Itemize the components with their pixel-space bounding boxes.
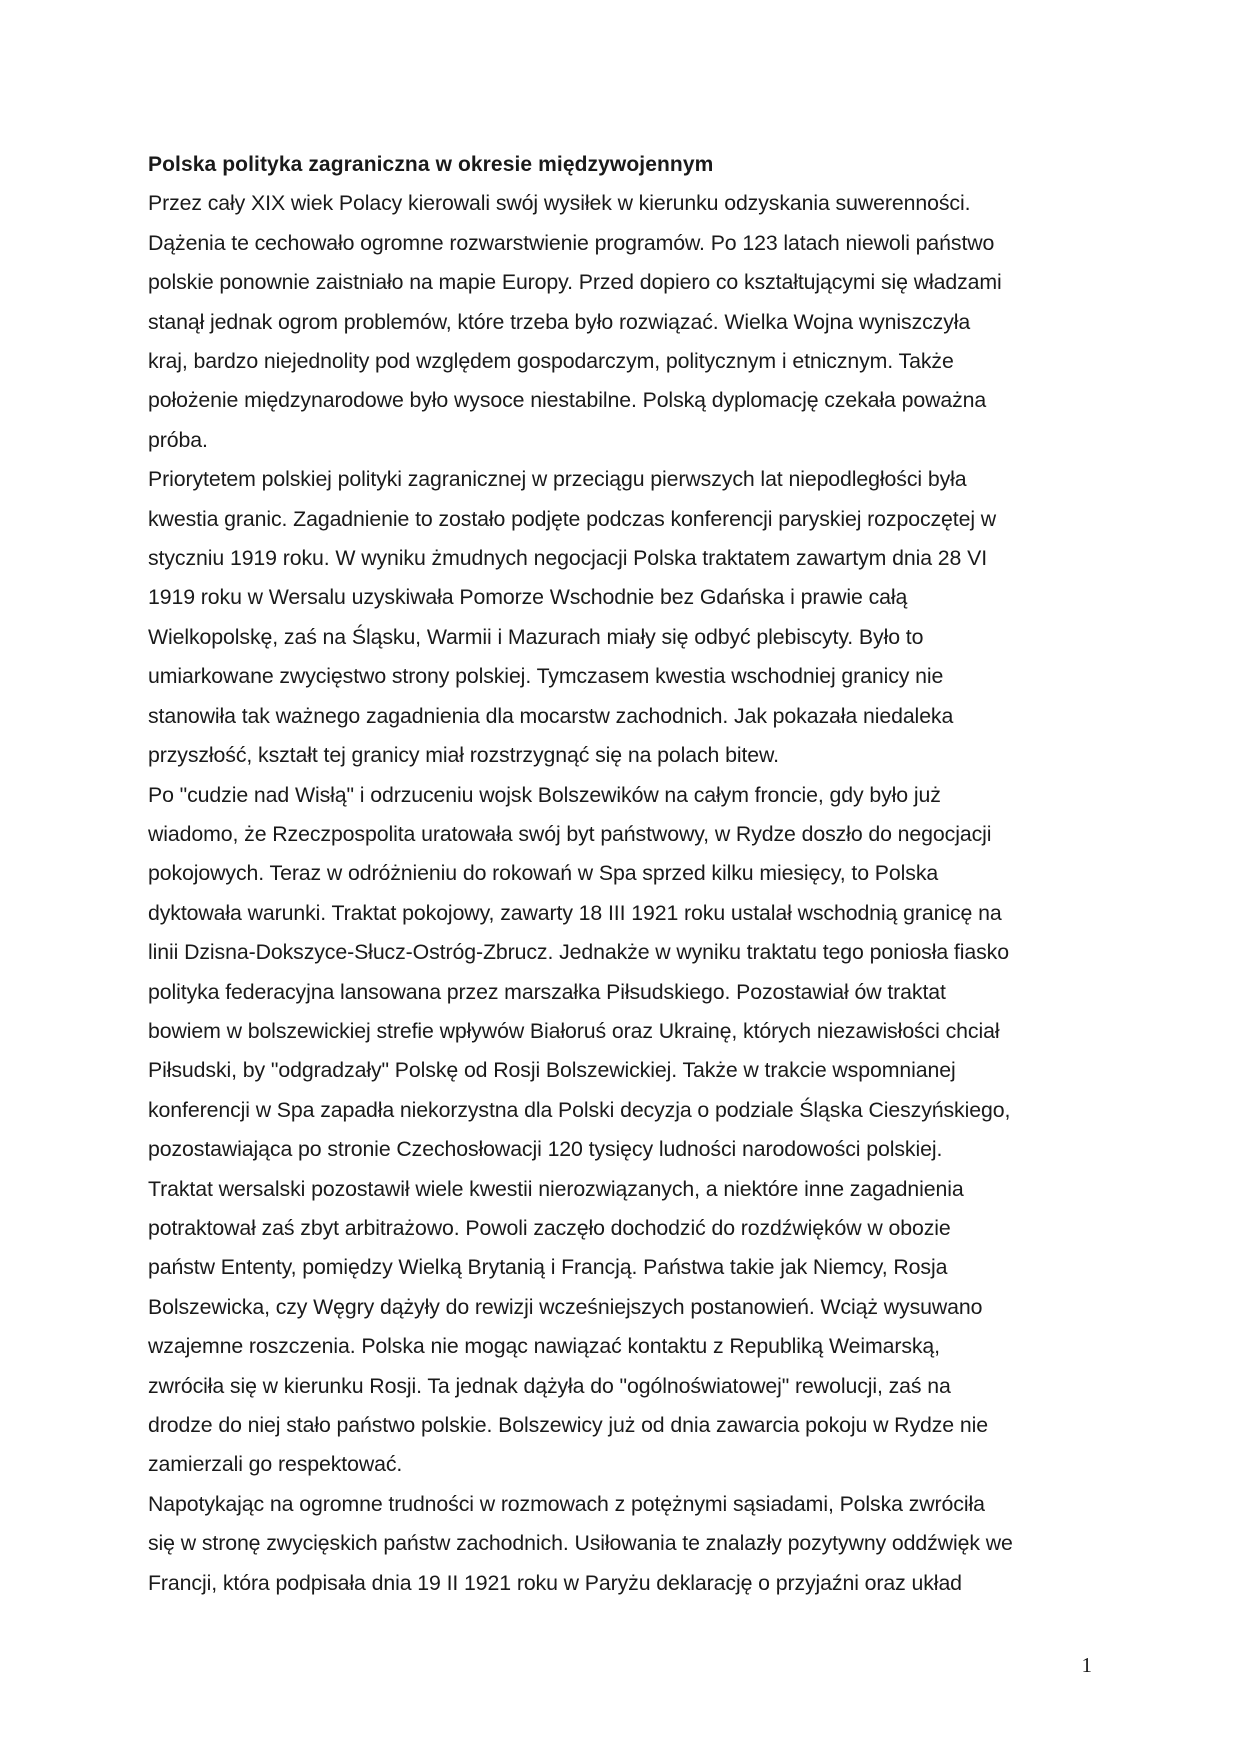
text-line: potraktował zaś zbyt arbitrażowo. Powoli zaczęło dochodzić do rozdźwięków w obozie [148, 1215, 951, 1240]
text-line: kwestia granic. Zagadnienie to zostało podjęte podczas konferencji paryskiej rozpoczętej w [148, 506, 997, 531]
text-line: styczniu 1919 roku. W wyniku żmudnych negocjacji Polska traktatem zawartym dnia 28 VI [148, 546, 988, 571]
text-line: umiarkowane zwycięstwo strony polskiej. Tymczasem kwestia wschodniej granicy nie [148, 664, 944, 689]
text-line: zwróciła się w kierunku Rosji. Ta jednak dążyła do "ogólnoświatowej" rewolucji, zaś na [148, 1373, 951, 1398]
text-line: Piłsudski, by "odgradzały" Polskę od Rosji Bolszewickiej. Także w trakcie wspomnianej [148, 1058, 956, 1083]
text-line: bowiem w bolszewickiej strefie wpływów Białoruś oraz Ukrainę, których niezawisłości chciał [148, 1018, 1000, 1043]
text-line: Napotykając na ogromne trudności w rozmowach z potężnymi sąsiadami, Polska zwróciła [148, 1491, 985, 1516]
paragraph [148, 184, 1094, 460]
text-line: stanowiła tak ważnego zagadnienia dla mocarstw zachodnich. Jak pokazała niedaleka [148, 703, 954, 728]
text-line: Wielkopolskę, zaś na Śląsku, Warmii i Mazurach miały się odbyć plebiscyty. Było to [148, 624, 924, 649]
text-line: konferencji w Spa zapadła niekorzystna dla Polski decyzja o podziale Śląska Cieszyńskiego, [148, 1097, 1011, 1122]
paragraph [148, 776, 1094, 1170]
text-line: Priorytetem polskiej polityki zagranicznej w przeciągu pierwszych lat niepodległości była [148, 467, 967, 492]
text-line: Przez cały XIX wiek Polacy kierowali swój wysiłek w kierunku odzyskania suwerenności. [148, 191, 971, 216]
text-line: 1919 roku w Wersalu uzyskiwała Pomorze Wschodnie bez Gdańska i prawie całą [148, 585, 908, 610]
document-title: Polska polityka zagraniczna w okresie międzywojennym [148, 153, 714, 176]
text-line: Francji, która podpisała dnia 19 II 1921 roku w Paryżu deklarację o przyjaźni oraz układ [148, 1570, 962, 1595]
text-line: Po "cudzie nad Wisłą" i odrzuceniu wojsk Bolszewików na całym froncie, gdy było już [148, 782, 941, 807]
text-line: Traktat wersalski pozostawił wiele kwestii nierozwiązanych, a niektóre inne zagadnienia [148, 1176, 964, 1201]
text-line: Dążenia te cechowało ogromne rozwarstwienie programów. Po 123 latach niewoli państwo [148, 230, 995, 255]
text-line: się w stronę zwycięskich państw zachodnich. Usiłowania te znalazły pozytywny oddźwięk we [148, 1531, 1013, 1556]
text-line: linii Dzisna-Dokszyce-Słucz-Ostróg-Zbrucz. Jednakże w wyniku traktatu tego poniosła fiasko [148, 940, 1009, 965]
text-line: stanął jednak ogrom problemów, które trzeba było rozwiązać. Wielka Wojna wyniszczyła [148, 309, 971, 334]
text-line: państw Ententy, pomiędzy Wielką Brytanią i Francją. Państwa takie jak Niemcy, Rosja [148, 1255, 948, 1280]
text-line: pozostawiająca po stronie Czechosłowacji 120 tysięcy ludności narodowości polskiej. [148, 1137, 943, 1162]
text-line: przyszłość, kształt tej granicy miał rozstrzygnąć się na polach bitew. [148, 743, 779, 768]
text-line: wzajemne roszczenia. Polska nie mogąc nawiązać kontaktu z Republiką Weimarską, [148, 1334, 940, 1359]
text-line: kraj, bardzo niejednolity pod względem gospodarczym, politycznym i etnicznym. Także [148, 349, 954, 374]
text-line: zamierzali go respektować. [148, 1452, 403, 1477]
text-line: położenie międzynarodowe było wysoce niestabilne. Polską dyplomację czekała poważna [148, 388, 987, 413]
text-line: próba. [148, 427, 208, 452]
text-line: polityka federacyjna lansowana przez marszałka Piłsudskiego. Pozostawiał ów traktat [148, 979, 946, 1004]
text-line: drodze do niej stało państwo polskie. Bolszewicy już od dnia zawarcia pokoju w Rydze nie [148, 1413, 988, 1437]
paragraph [148, 1485, 1094, 1603]
text-line: wiadomo, że Rzeczpospolita uratowała swój byt państwowy, w Rydze doszło do negocjacji [148, 821, 992, 846]
paragraph [148, 1170, 1094, 1485]
paragraph-list [148, 184, 1094, 1603]
page-number: 1 [1081, 1653, 1092, 1677]
text-line: polskie ponownie zaistniało na mapie Europy. Przed dopiero co kształtującymi się władzami [148, 270, 1002, 295]
document-body [148, 145, 1094, 1603]
text-line: Bolszewicka, czy Węgry dążyły do rewizji wcześniejszych postanowień. Wciąż wysuwano [148, 1294, 983, 1319]
paragraph [148, 460, 1094, 775]
text-line: dyktowała warunki. Traktat pokojowy, zawarty 18 III 1921 roku ustalał wschodnią granicę na [148, 900, 1002, 925]
text-line: pokojowych. Teraz w odróżnieniu do rokowań w Spa sprzed kilku miesięcy, to Polska [148, 861, 939, 886]
